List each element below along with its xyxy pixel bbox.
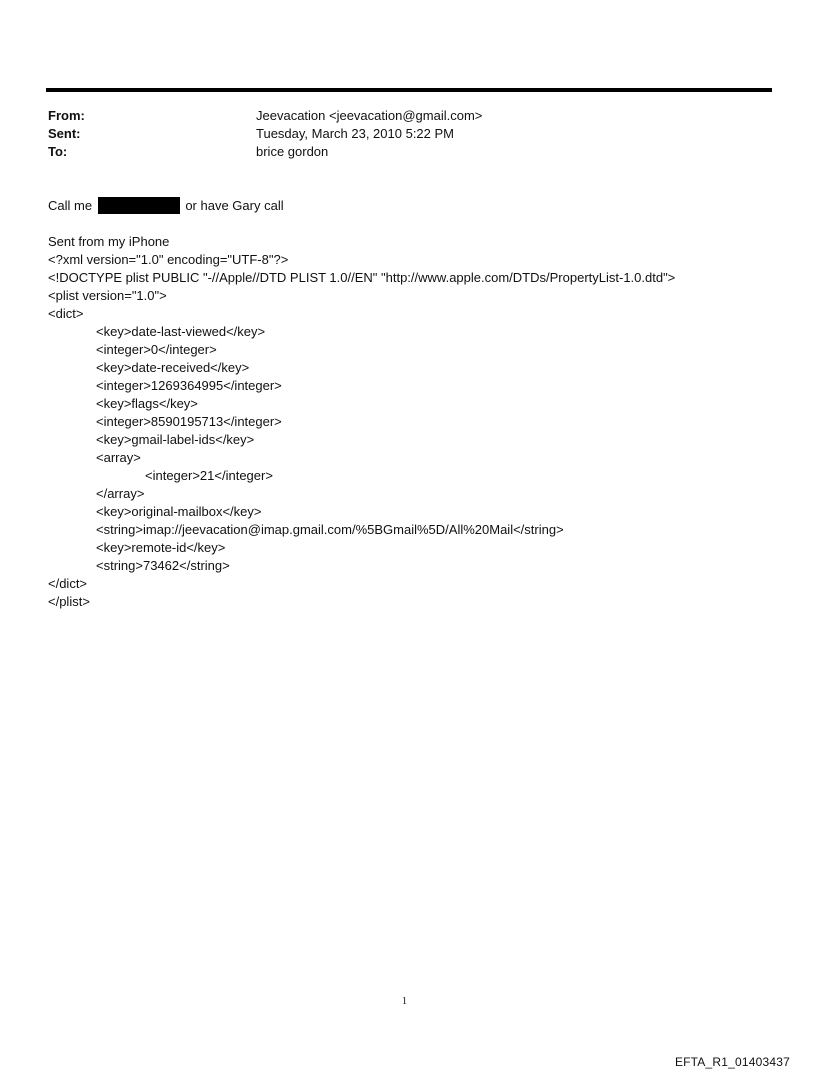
xml-line: <plist version="1.0">: [48, 288, 167, 303]
call-prefix: Call me: [48, 198, 93, 213]
xml-line: <string>imap://jeevacation@imap.gmail.com/%5BGmail%5D/All%20Mail</string>: [96, 522, 564, 537]
xml-line: <key>date-last-viewed</key>: [96, 324, 266, 339]
page-number: 1: [402, 996, 407, 1007]
message-line: [48, 197, 284, 215]
sent-label: Sent:: [48, 126, 81, 141]
xml-line: <array>: [96, 450, 141, 465]
xml-line: <key>original-mailbox</key>: [96, 504, 262, 519]
xml-line: <integer>1269364995</integer>: [96, 378, 282, 393]
xml-line: <dict>: [48, 306, 84, 321]
xml-line: <key>remote-id</key>: [96, 540, 226, 555]
xml-line: </dict>: [48, 576, 88, 591]
to-label: To:: [48, 144, 68, 159]
xml-line: <integer>8590195713</integer>: [96, 414, 282, 429]
xml-line: <key>gmail-label-ids</key>: [96, 432, 255, 447]
to-value: brice gordon: [256, 144, 329, 159]
from-value: Jeevacation <jeevacation@gmail.com>: [256, 108, 483, 123]
xml-line: <key>flags</key>: [96, 396, 198, 411]
xml-line: <!DOCTYPE plist PUBLIC "-//Apple//DTD PLIST 1.0//EN" "http://www.apple.com/DTDs/PropertyList-1.0.dtd">: [48, 270, 676, 285]
signature-line: Sent from my iPhone: [48, 234, 170, 249]
call-suffix: or have Gary call: [185, 198, 284, 213]
redaction-block: [98, 197, 180, 214]
sent-value: Tuesday, March 23, 2010 5:22 PM: [256, 126, 454, 141]
xml-line: <?xml version="1.0" encoding="UTF-8"?>: [48, 252, 289, 267]
xml-line: <integer>21</integer>: [145, 468, 273, 483]
from-label: From:: [48, 108, 85, 123]
xml-line: </plist>: [48, 594, 90, 609]
plist-xml-block: [48, 251, 675, 611]
xml-line: <key>date-received</key>: [96, 360, 250, 375]
header-divider: [46, 88, 772, 92]
bates-number: EFTA_R1_01403437: [674, 1055, 790, 1069]
xml-line: </array>: [96, 486, 145, 501]
xml-line: <string>73462</string>: [96, 558, 230, 573]
xml-line: <integer>0</integer>: [96, 342, 217, 357]
